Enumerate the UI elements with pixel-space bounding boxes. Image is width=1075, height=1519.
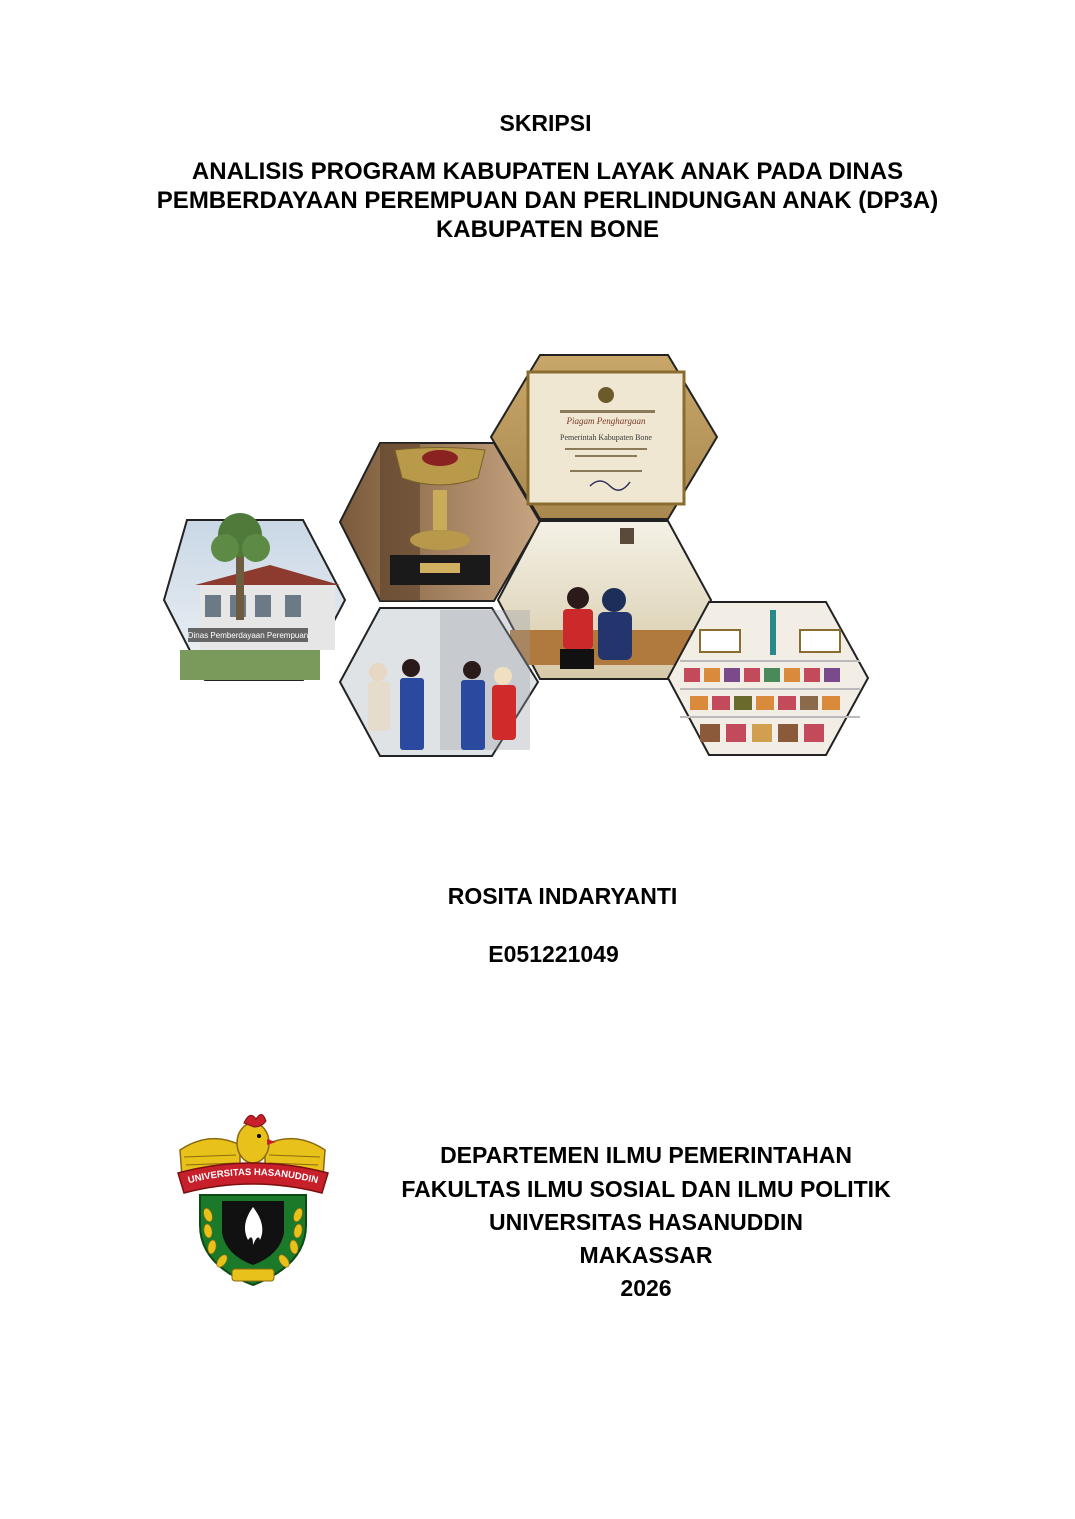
photo-product-display bbox=[668, 602, 868, 755]
svg-text:Piagam Penghargaan: Piagam Penghargaan bbox=[566, 416, 646, 426]
photo-award-certificate bbox=[491, 355, 717, 519]
university-logo bbox=[170, 1105, 335, 1290]
author-name: ROSITA INDARYANTI bbox=[447, 883, 678, 909]
faculty-name: FAKULTAS ILMU SOSIAL DAN ILMU POLITIK bbox=[401, 1176, 891, 1202]
department-name: DEPARTEMEN ILMU PEMERINTAHAN bbox=[440, 1142, 852, 1168]
logo-banner-text: UNIVERSITAS HASANUDDIN bbox=[186, 1166, 320, 1187]
document-type-label: SKRIPSI bbox=[499, 110, 592, 136]
photo-office-building bbox=[164, 513, 345, 680]
photo-group bbox=[340, 608, 538, 756]
title-line: PEMBERDAYAAN PEREMPUAN DAN PERLINDUNGAN ANAK (DP3A) bbox=[156, 187, 939, 214]
title-line: ANALISIS PROGRAM KABUPATEN LAYAK ANAK PADA DINAS bbox=[191, 158, 904, 185]
student-id: E051221049 bbox=[488, 941, 619, 967]
city-name: MAKASSAR bbox=[579, 1242, 713, 1268]
building-caption: Dinas Pemberdayaan Perempuan bbox=[187, 631, 309, 640]
year: 2026 bbox=[620, 1275, 672, 1301]
title-line: KABUPATEN BONE bbox=[435, 216, 660, 243]
certificate-caption: Pemerintah Kabupaten Bone bbox=[560, 433, 652, 442]
university-name: UNIVERSITAS HASANUDDIN bbox=[489, 1209, 803, 1235]
